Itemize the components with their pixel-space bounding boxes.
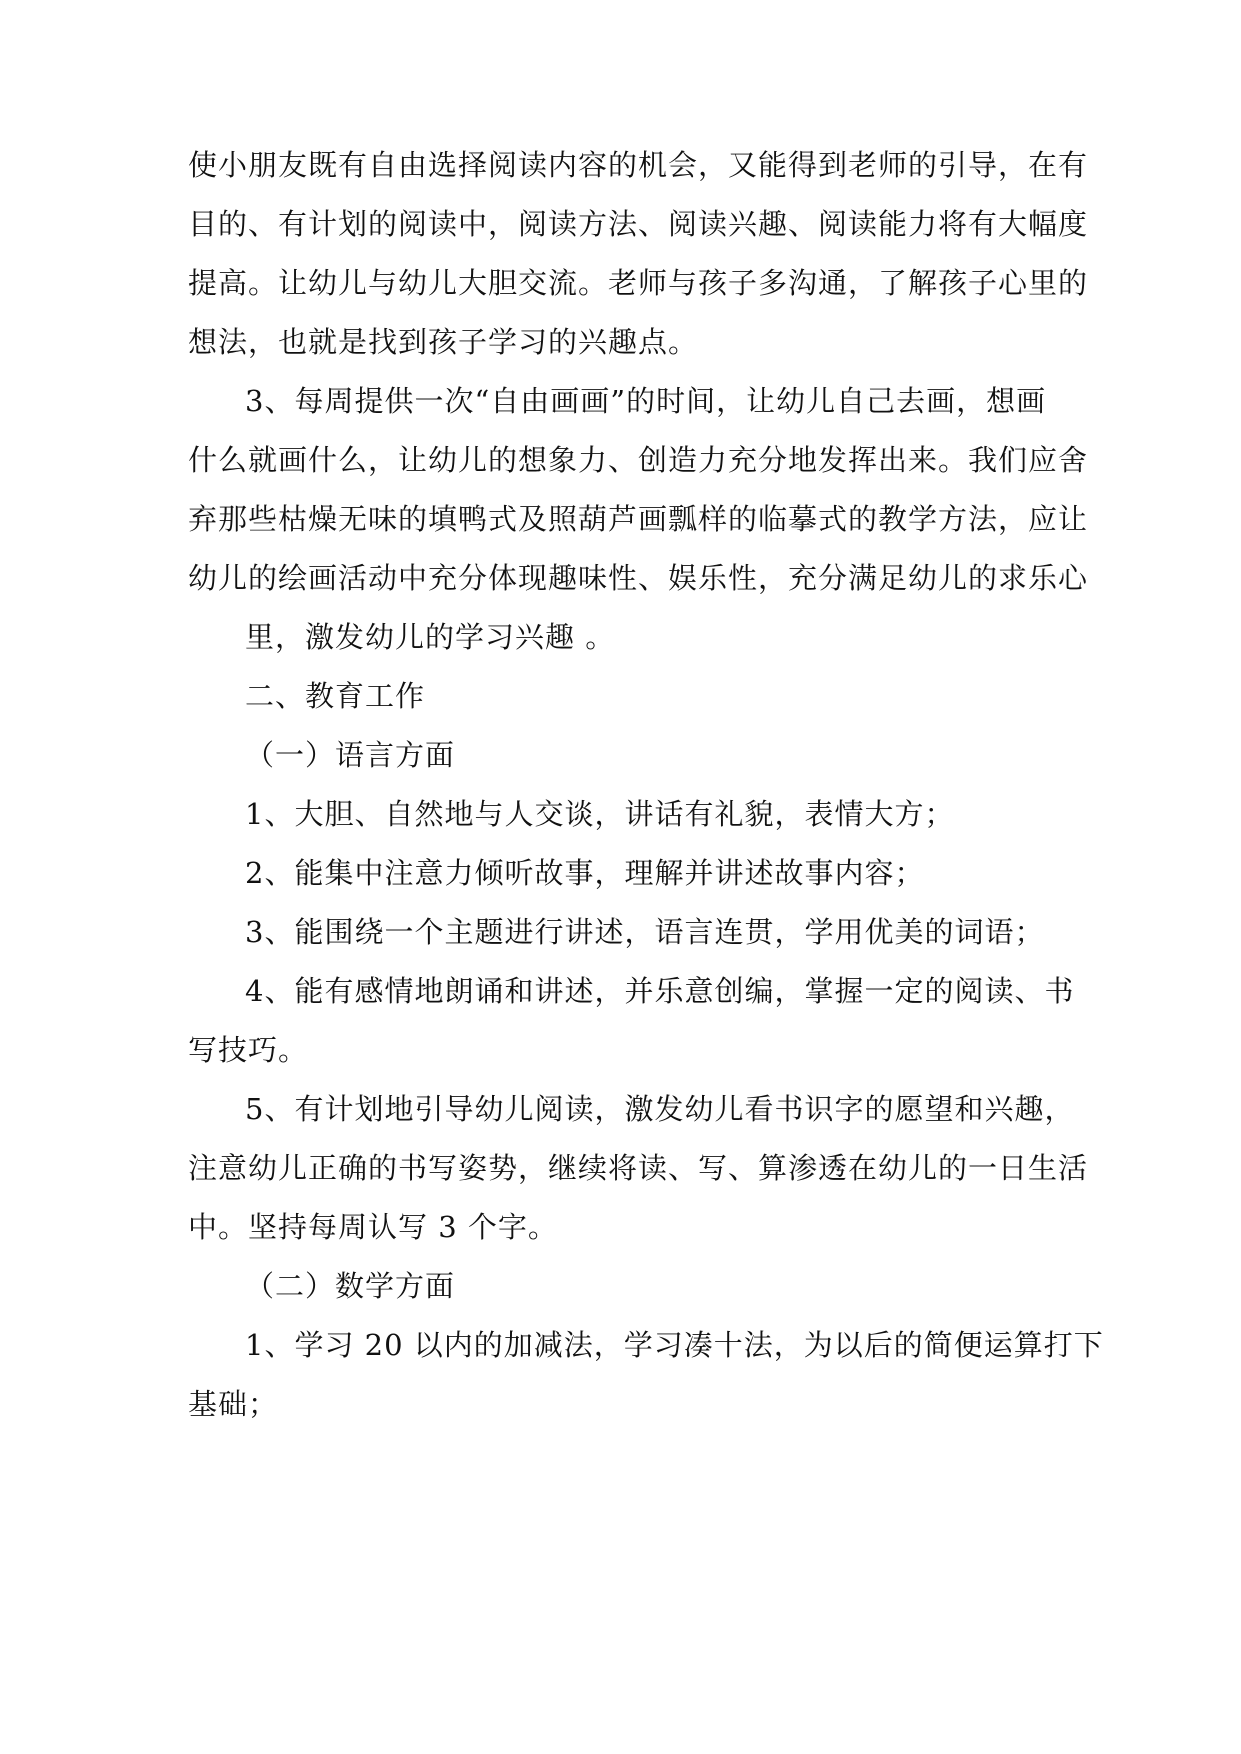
text-line: 3、能围绕一个主题进行讲述，语言连贯，学用优美的词语； [245, 915, 1045, 949]
text-line: 4、能有感情地朗诵和讲述，并乐意创编，掌握一定的阅读、书 [245, 974, 1075, 1008]
subsection-heading: （一）语言方面 [245, 738, 456, 772]
text-line: 弃那些枯燥无味的填鸭式及照葫芦画瓢样的临摹式的教学方法，应让 [188, 502, 1089, 536]
text-line: 中。坚持每周认写 3 个字。 [188, 1210, 558, 1244]
text-line: 3、每周提供一次“自由画画”的时间，让幼儿自己去画，想画 [245, 384, 1047, 418]
text-line: 5、有计划地引导幼儿阅读，激发幼儿看书识字的愿望和兴趣， [245, 1092, 1075, 1126]
text-line: 2、能集中注意力倾听故事，理解并讲述故事内容； [245, 856, 925, 890]
text-line: 注意幼儿正确的书写姿势，继续将读、写、算渗透在幼儿的一日生活 [188, 1151, 1089, 1185]
text-line: 幼儿的绘画活动中充分体现趣味性、娱乐性，充分满足幼儿的求乐心 [188, 561, 1089, 595]
subsection-heading: （二）数学方面 [245, 1269, 456, 1303]
text-line: 想法，也就是找到孩子学习的兴趣点。 [188, 325, 699, 359]
text-line: 1、大胆、自然地与人交谈，讲话有礼貌，表情大方； [245, 797, 955, 831]
text-line: 1、学习 20 以内的加减法，学习凑十法，为以后的简便运算打下 [245, 1328, 1104, 1362]
text-line: 里，激发幼儿的学习兴趣 。 [245, 620, 616, 654]
text-line: 基础； [188, 1387, 279, 1421]
text-line: 使小朋友既有自由选择阅读内容的机会，又能得到老师的引导，在有 [188, 148, 1089, 182]
text-line: 目的、有计划的阅读中，阅读方法、阅读兴趣、阅读能力将有大幅度 [188, 207, 1089, 241]
text-line: 写技巧。 [188, 1033, 309, 1067]
section-heading: 二、教育工作 [245, 679, 426, 713]
text-line: 什么就画什么，让幼儿的想象力、创造力充分地发挥出来。我们应舍 [188, 443, 1089, 477]
text-line: 提高。让幼儿与幼儿大胆交流。老师与孩子多沟通，了解孩子心里的 [188, 266, 1089, 300]
